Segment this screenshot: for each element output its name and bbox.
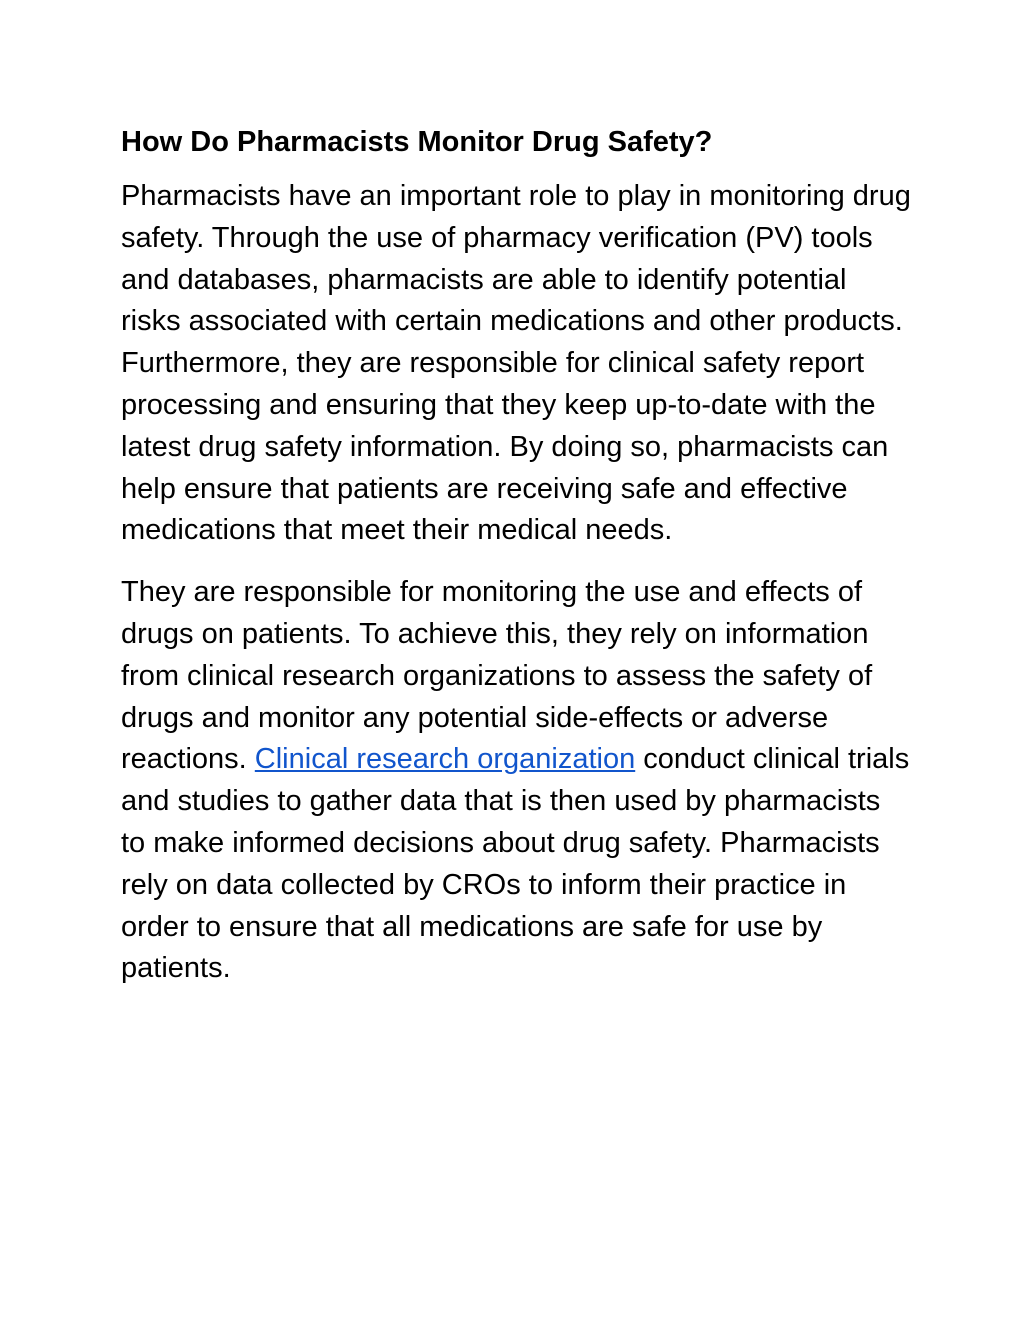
document-body [121, 118, 911, 1010]
paragraph-cro-data [121, 572, 911, 990]
clinical-research-organization-link[interactable]: Clinical research organization [254, 743, 636, 776]
page-title: How Do Pharmacists Monitor Drug Safety? [121, 126, 713, 158]
paragraph-text-after-link: conduct clinical trials and studies to gather data that is then used by pharmacists to make informed decisions about drug safety. Pharmacists rely on data collected by CROs to inform their practice in order to ensure that all medications are safe for use by patients. [121, 743, 910, 985]
paragraph-pharmacist-role: Pharmacists have an important role to play in monitoring drug safety. Through the use of pharmacy verification (PV) tools and databases, pharmacists are able to identify potential risks associated with certain medications and other products. Furthermore, they are responsible for clinical safety report processing and ensuring that they keep up-to-date with the latest drug safety information. By doing so, pharmacists can help ensure that patients are receiving safe and effective medications that meet their medical needs. [121, 180, 911, 547]
paragraph-text-before-link: They are responsible for monitoring the use and effects of drugs on patients. To achieve this, they rely on information from clinical research organizations to assess the safety of drugs and monitor any potential side-effects or adverse reactions. [121, 576, 873, 776]
